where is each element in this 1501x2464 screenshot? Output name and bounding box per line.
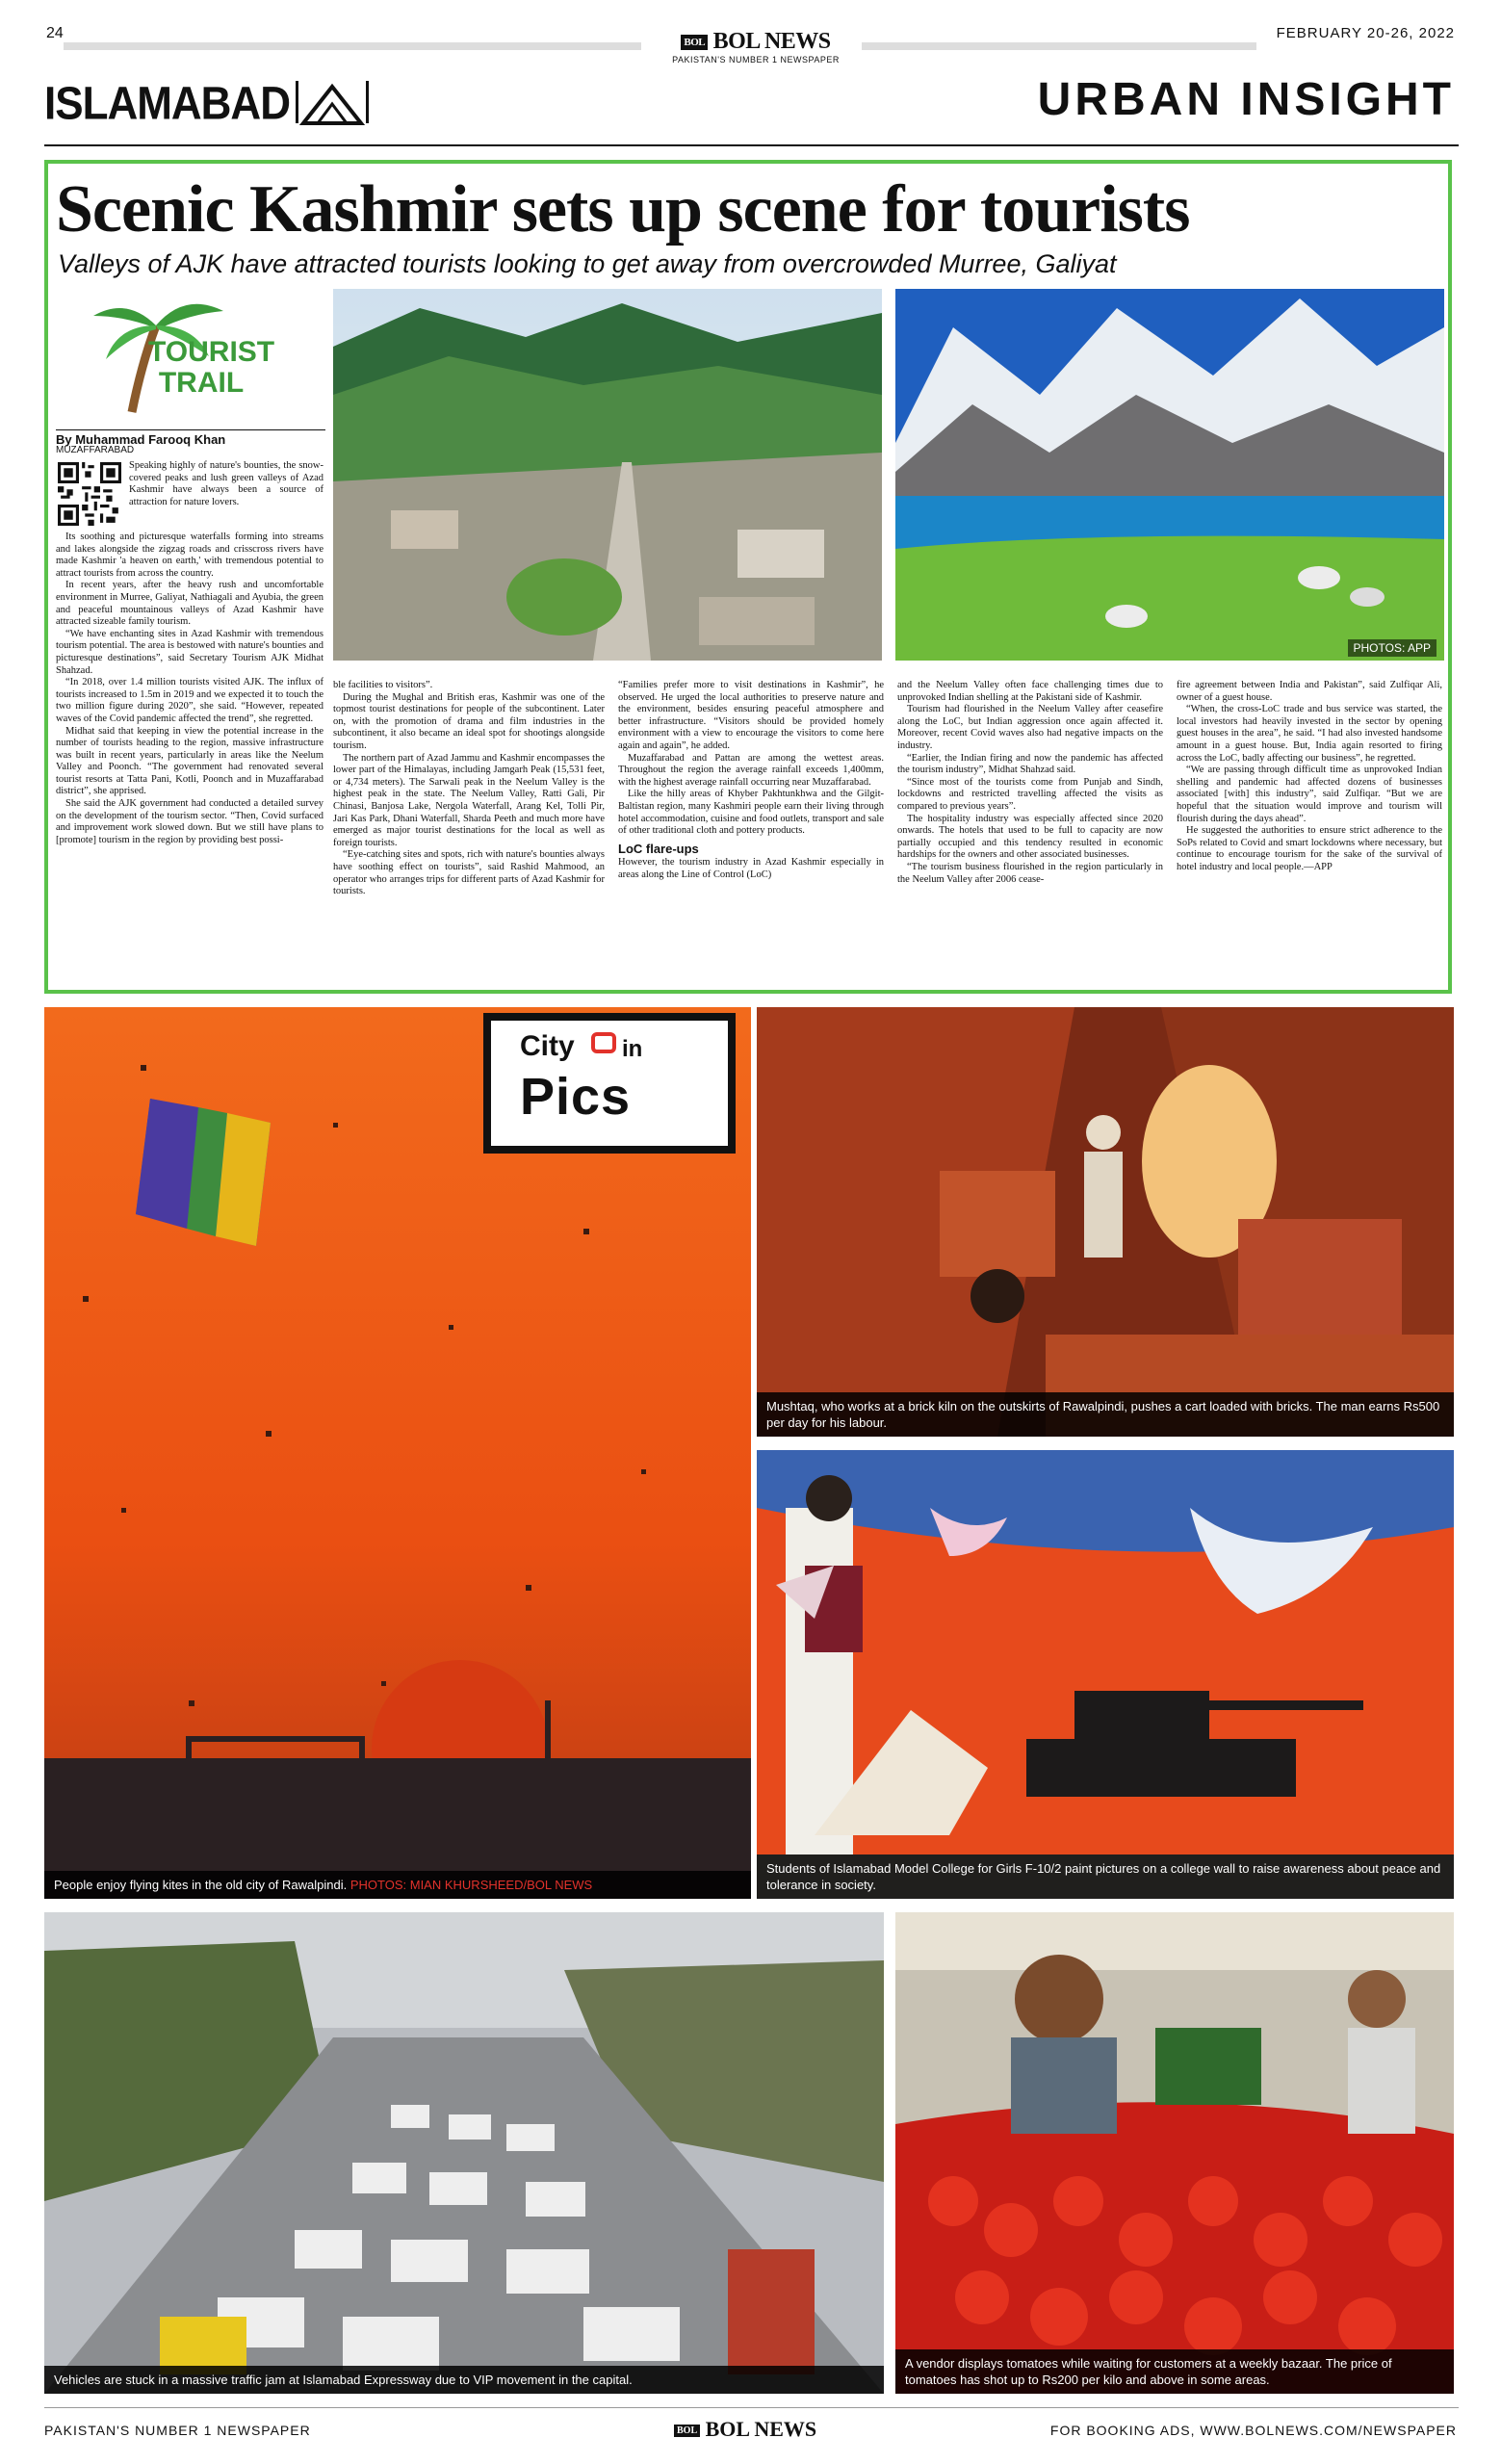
- caption-text: People enjoy flying kites in the old city of Rawalpindi.: [54, 1878, 348, 1892]
- mural-caption: Students of Islamabad Model College for Girls F-10/2 paint pictures on a college wall to raise awareness about peace and tolerance in society.: [757, 1854, 1454, 1899]
- city-in-pics-badge: [483, 1013, 736, 1154]
- article-intro-paragraph: Speaking highly of nature's bounties, the snow-covered peaks and lush green valleys of Azad Kashmir have always been a source of attraction for nature lovers.: [129, 460, 323, 507]
- paragraph: “Since most of the tourists come from Punjab and Sindh, lockdowns and restricted travelling affected the visits as compared to previous years”.: [897, 776, 1163, 812]
- paragraph: and the Neelum Valley often face challenging times due to unprovoked Indian shelling at the Pakistani side of Kashmir.: [897, 680, 1163, 703]
- dateline: MUZAFFARABAD: [56, 445, 135, 455]
- tourist-trail-text: TOURIST TRAIL: [148, 336, 275, 399]
- masthead-brand: [664, 29, 847, 65]
- footer-brand-name: BOL NEWS: [705, 2417, 817, 2441]
- paragraph: During the Mughal and British eras, Kashmir was one of the topmost tourist destinations for people of the subcontinent. Later on, with the promotion of drama and film industries in the subcontinent, it also became an ideal spot for shootings alongside tourism.: [333, 691, 605, 751]
- article-column-1: [56, 532, 323, 846]
- paragraph: ble facilities to visitors”.: [333, 680, 433, 690]
- bol-logo-icon: BOL: [681, 35, 708, 50]
- page-number: 24: [46, 25, 64, 41]
- traffic-jam-photo: [44, 1912, 884, 2394]
- subheadline: Valleys of AJK have attracted tourists looking to get away from overcrowded Murree, Galiyat: [58, 249, 1117, 278]
- paragraph: The hospitality industry was especially affected since 2020 onwards. The hotels that used to be full to capacity are now partially occupied and this tendency resulted in economic hardships for the owners and other associated businesses.: [897, 813, 1163, 861]
- traffic-caption: Vehicles are stuck in a massive traffic jam at Islamabad Expressway due to VIP movement in the capital.: [44, 2366, 884, 2394]
- paragraph: However, the tourism industry in Azad Kashmir especially in areas along the Line of Control (LoC): [618, 857, 884, 880]
- badge-city: City: [520, 1030, 575, 1062]
- paragraph: “When, the cross-LoC trade and bus service was started, the local investors had heavily invested in the sector by opening guest houses in the area”, he said. “I had also invested handsome amount in a guest house. But, India again resorted to firing across the LoC, badly affecting our business”, he regretted.: [1177, 704, 1442, 764]
- paragraph: Muzaffarabad and Pattan are among the wettest areas. Throughout the region the average rainfall exceeds 1,400mm, with the highest average rainfall occurring near Muzaffarabad.: [618, 752, 884, 788]
- paragraph: In recent years, after the heavy rush and uncomfortable environment in Murree, Galiyat, Nathiagali and Ayubia, the green and peaceful mountainous valleys of Azad Kashmir have attracted sizeable family tourism.: [56, 580, 323, 628]
- brick-kiln-photo: [757, 1007, 1454, 1437]
- paragraph: fire agreement between India and Pakistan”, said Zulfiqar Ali, owner of a guest house.: [1177, 680, 1442, 703]
- photo-credit: PHOTOS: MIAN KHURSHEED/BOL NEWS: [349, 1878, 593, 1892]
- issue-date: FEBRUARY 20-26, 2022: [1276, 25, 1455, 41]
- paragraph: The northern part of Azad Jammu and Kashmir encompasses the lower part of the Himalayas, including Jamgarh Peak (15,531 feet, or 4,734 meters). The Sarwali peak in the Neelum Valley is the highest peak in the state. The Neelum Valley, Ratti Gali, Pir Chinasi, Banjosa Lake, Nergola Waterfall, Arang Kel, Tolli Pir, Jari Kas Park, Dhani Waterfall, Sharda Peeth and much more have emerged as major tourist destinations for the local as well as foreign tourists.: [333, 752, 605, 848]
- headline: Scenic Kashmir sets up scene for tourists: [56, 172, 1190, 246]
- paragraph: “Earlier, the Indian firing and now the pandemic has affected the tourism industry”, Midhat Shahzad said.: [897, 752, 1163, 776]
- faisal-mosque-icon: [294, 77, 371, 125]
- muzaffarabad-aerial-photo: [333, 289, 882, 661]
- tourist-trail-logo: [89, 287, 281, 422]
- tomato-vendor-photo: [895, 1912, 1454, 2394]
- paragraph: She said the AJK government had conducted a detailed survey on the development of the tourism sector. “Then, Covid surfaced and improvement work slowed down. But we still have plans to [promote] tourism in the region by providing best possi-: [56, 798, 323, 845]
- badge-in: in: [622, 1036, 643, 1062]
- qr-code-icon: [58, 462, 121, 526]
- footer-right: FOR BOOKING ADS, WWW.BOLNEWS.COM/NEWSPAPER: [1049, 2423, 1457, 2438]
- paragraph: He suggested the authorities to ensure strict adherence to the SoPs related to Covid and smart lockdowns where necessary, but continue to encourage tourism for the sake of the survival of hotel industry and local people.—APP: [1177, 825, 1442, 872]
- tomato-caption: A vendor displays tomatoes while waiting for customers at a weekly bazaar. The price of tomatoes has shot up to Rs200 per kilo and above in some areas.: [895, 2349, 1454, 2394]
- photo-credit: PHOTOS: APP: [1348, 639, 1436, 657]
- paragraph: “We are passing through difficult time as unprovoked Indian shelling and pandemic had affected dozens of businesses associated [with] this industry”, said Zulfiqar. “But we are hopeful that the situation would improve and tourism will flourish during the days ahead”.: [1177, 765, 1442, 824]
- section-islamabad: [44, 77, 371, 130]
- kite-caption: [44, 1871, 751, 1899]
- top-rule-right: [862, 42, 1256, 50]
- article-column-3: [618, 680, 884, 882]
- paragraph: “The tourism business flourished in the region particularly in the Neelum Valley after 2006 cease-: [897, 861, 1163, 885]
- byline: By Muhammad Farooq Khan: [56, 429, 325, 447]
- paragraph: Midhat said that keeping in view the potential increase in the number of tourists heading to the region, massive infrastructure was built in recent years, particularly in areas like the Neelum Valley and Poonch. “The government had renovated several tourist resorts at Tatta Pani, Kotli, Poonch and in Muzaffarabad district”, she apprised.: [56, 725, 323, 797]
- paragraph: “Eye-catching sites and spots, rich with nature's bounties always have soothing effect on tourists”, said Rashid Mahmood, an operator who arranges trips for different parts of Azad Kashmir for tourists.: [333, 849, 605, 897]
- footer-brand: [674, 2417, 816, 2442]
- subhead-loc-flareups: LoC flare-ups: [618, 841, 699, 856]
- qr-code: [58, 462, 121, 526]
- paragraph: “Families prefer more to visit destinations in Kashmir”, he observed. He urged the local authorities to preserve nature and the environment, besides ensuring peaceful atmosphere and better infrastructure. “Visitors should be provided homely environment with a view to encourage the visitors to come here again and again”, he added.: [618, 680, 884, 751]
- paragraph: Its soothing and picturesque waterfalls forming into streams and lakes alongside the zigzag roads and crisscross rivers have made Kashmir 'a heaven on earth,' with tremendous potential to attract tourists from across the country.: [56, 532, 323, 579]
- paragraph: Like the hilly areas of Khyber Pakhtunkhwa and the Gilgit-Baltistan region, many Kashmiri people earn their living through hotel accommodation, cuisine and food outlets, transport and sale of other traditional cloth and pottery products.: [618, 789, 884, 837]
- badge-pics: Pics: [520, 1068, 632, 1126]
- bol-logo-icon: BOL: [674, 2425, 700, 2437]
- footer-rule: [44, 2407, 1459, 2408]
- article-column-5: [1177, 680, 1442, 874]
- lake-mountain-photo: [895, 289, 1444, 661]
- camera-icon: [591, 1032, 616, 1053]
- section-left-label: ISLAMABAD: [44, 77, 290, 130]
- kite-sunset-photo: [44, 1007, 751, 1899]
- brand-name: BOL NEWS: [712, 29, 831, 54]
- header-rule: [44, 144, 1459, 146]
- top-rule-left: [64, 42, 641, 50]
- article-column-4: [897, 680, 1163, 886]
- article-column-2: [333, 680, 605, 898]
- peace-mural-photo: [757, 1450, 1454, 1899]
- paragraph: Tourism had flourished in the Neelum Valley after ceasefire along the LoC, but Indian aggression once again affected it. Moreover, recent Covid waves also had negative impacts on the industry.: [897, 704, 1163, 751]
- brick-caption: Mushtaq, who works at a brick kiln on the outskirts of Rawalpindi, pushes a cart loaded with bricks. The man earns Rs500 per day for his labour.: [757, 1392, 1454, 1437]
- paragraph: “In 2018, over 1.4 million tourists visited AJK. The influx of tourists increased to 1.5m in 2019 and we expected it to touch the two million figure during 2020”, she said. “However, repeated waves of the Covid pandemic affected the trend”, she regretted.: [56, 677, 323, 724]
- footer-left: PAKISTAN'S NUMBER 1 NEWSPAPER: [44, 2423, 311, 2438]
- brand-tagline: PAKISTAN'S NUMBER 1 NEWSPAPER: [672, 55, 840, 65]
- paragraph: “We have enchanting sites in Azad Kashmir with tremendous tourism potential. The area is bestowed with nature's bounties and picturesque destinations”, said Secretary Tourism AJK Midhat Shahzad.: [56, 628, 323, 676]
- section-urban-insight: URBAN INSIGHT: [1037, 74, 1455, 125]
